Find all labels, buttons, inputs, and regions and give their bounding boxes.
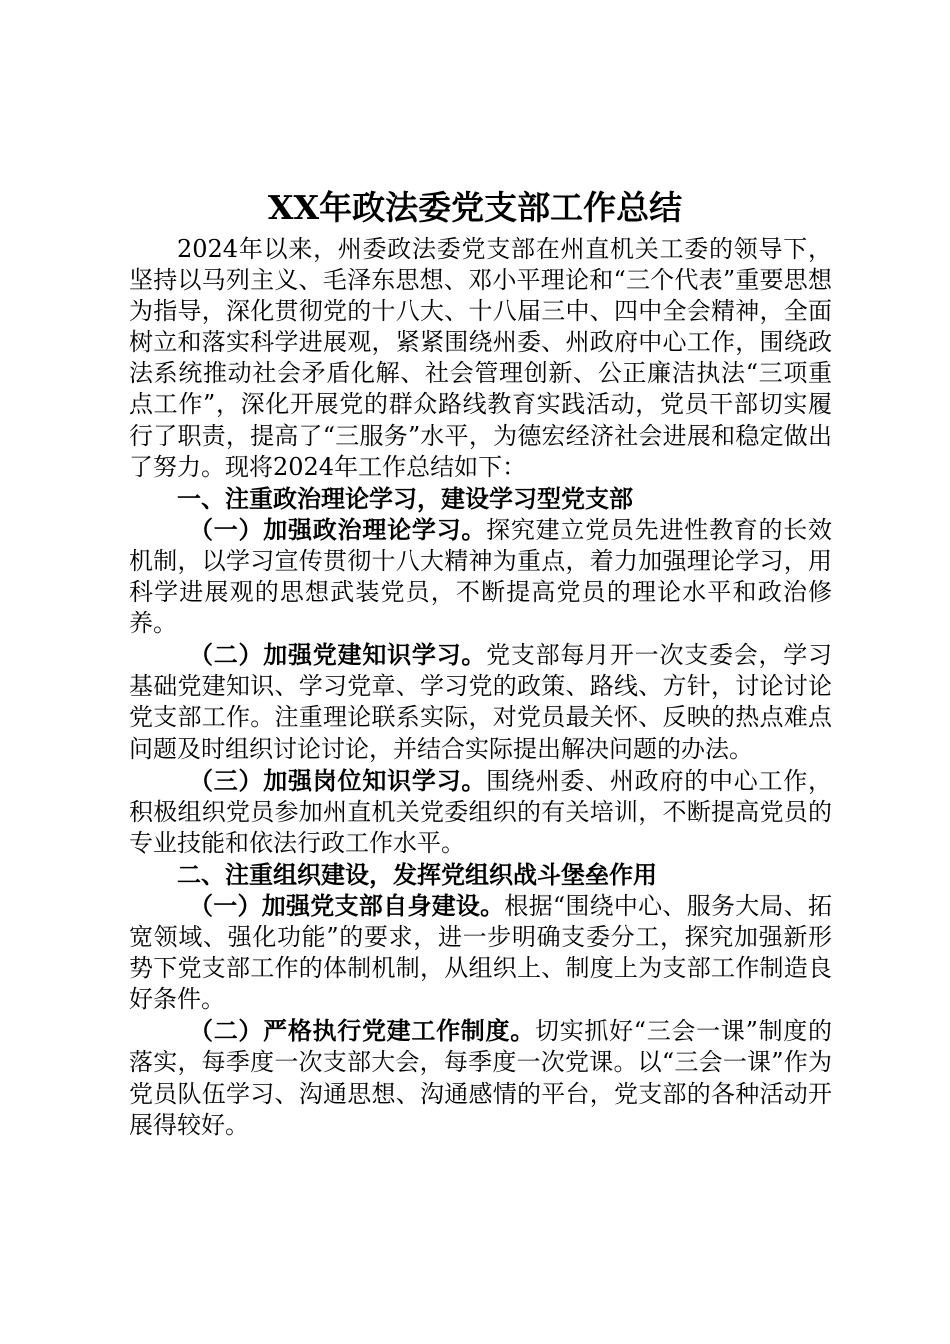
item-lead: （二）严格执行党建工作制度。 [189,1016,535,1046]
section-1-item-2 [129,639,832,764]
document-body [129,234,832,1141]
section-heading-2: 二、注重组织建设，发挥党组织战斗堡垒作用 [177,859,657,889]
item-lead: （三）加强岗位知识学习。 [189,765,487,795]
item-text: 探究建立党员先进性教育的长效机制，以学习宣传贯彻十八大精神为重点，着力加强理论学习，用科学进展观的思想武装党员，不断提高党员的理论水平和政治修养。 [129,515,833,638]
item-lead: （二）加强党建知识学习。 [189,640,487,670]
intro-paragraph: 2024年以来，州委政法委党支部在州直机关工委的领导下，坚持以马列主义、毛泽东思想、邓小平理论和“三个代表”重要思想为指导，深化贯彻党的十八大、十八届三中、四中全会精神，全面树立和落实科学进展观，紧紧围绕州委、州政府中心工作，围绕政法系统推动社会矛盾化解、社会管理创新、公正廉洁执法“三项重点工作”，深化开展党的群众路线教育实践活动，党员干部切实履行了职责，提高了“三服务”水平，为德宏经济社会进展和稳定做出了努力。现将2024年工作总结如下： [129,235,832,481]
item-lead: （一）加强党支部自身建设。 [189,890,505,920]
section-heading-1: 一、注重政治理论学习，建设学习型党支部 [177,483,633,513]
section-2-item-2 [129,1015,832,1140]
item-text: 围绕州委、州政府的中心工作，积极组织党员参加州直机关党委组织的有关培训，不断提高党员的专业技能和依法行政工作水平。 [129,766,833,857]
document-title: XX年政法委党支部工作总结 [267,188,683,227]
item-text: 根据“围绕中心、服务大局、拓宽领域、强化功能”的要求，进一步明确支委分工，探究加强新形势下党支部工作的体制机制，从组织上、制度上为支部工作制造良好条件。 [129,891,832,1014]
section-1-item-1 [129,514,832,639]
section-1-item-3 [129,765,832,859]
item-lead: （一）加强政治理论学习。 [189,514,487,544]
item-text: 切实抓好“三会一课”制度的落实，每季度一次支部大会，每季度一次党课。以“三会一课”作为党员队伍学习、沟通思想、沟通感情的平台，党支部的各种活动开展得较好。 [129,1017,832,1139]
section-2-item-1 [129,890,832,1015]
item-text: 党支部每月开一次支委会，学习基础党建知识、学习党章、学习党的政策、路线、方针，讨论讨论党支部工作。注重理论联系实际，对党员最关怀、反映的热点难点问题及时组织讨论讨论，并结合实际提出解决问题的办法。 [129,641,833,763]
